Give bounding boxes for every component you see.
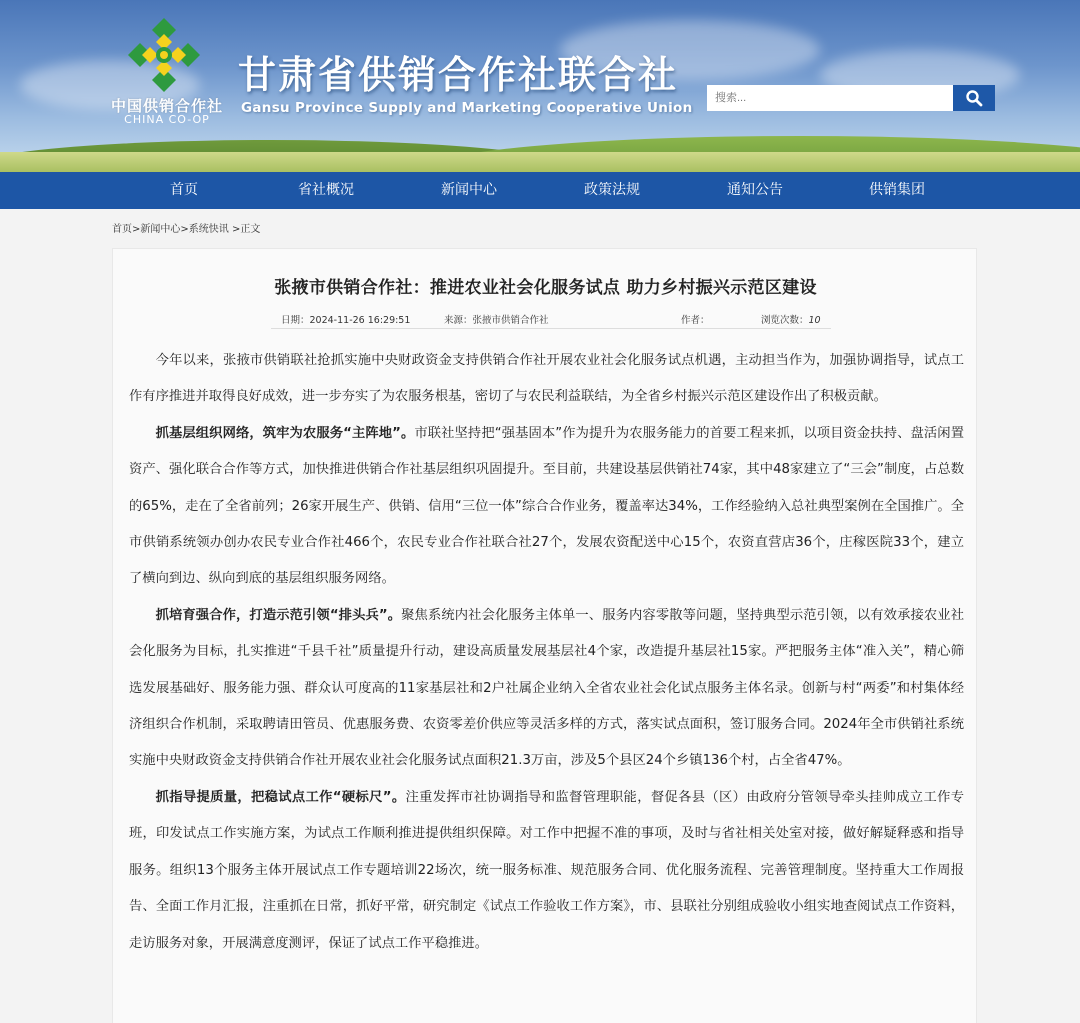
nav-item-overview[interactable]: 省社概况 [298,182,354,198]
site-subtitle: Gansu Province Supply and Marketing Cooperative Union [241,100,693,116]
breadcrumb-current: 正文 [240,224,261,235]
search-input[interactable] [707,85,953,111]
views-count: 10 [808,315,821,326]
article-date: 日期：2024-11-26 16:29:51 [281,315,411,326]
article-paragraph [129,416,964,598]
article-source: 来源：张掖市供销合作社 [444,315,549,326]
article-meta [271,305,831,329]
article-content [129,343,964,962]
article-paragraph [129,780,964,962]
paragraph-lead: 抓基层组织网络，筑牢为农服务“主阵地”。 [155,425,415,441]
breadcrumb-home[interactable]: 首页 [112,224,132,235]
article-author: 作者： [681,315,710,326]
breadcrumb-flash[interactable]: 系统快讯 [188,224,229,235]
paragraph-text: 聚焦系统内社会化服务主体单一、服务内容零散等问题，坚持典型示范引领，以有效承接农业社会化服务为目标，扎实推进“千县千社”质量提升行动，建设高质量发展基层社4个家，改造提升基层社15家。严把服务主体“准入关”，精心筛选发展基础好、服务能力强、群众认可度高的11家基层社和2户社属企业纳入全省农业社会化试点服务主体名录。创新与村“两委”和村集体经济组织合作机制，采取聘请田管员、优惠服务费、农资零差价供应等灵活多样的方式，落实试点面积，签订服务合同。2024年全市供销社系统实施中央财政资金支持供销合作社开展农业社会化服务试点面积21.3万亩，涉及5个县区24个乡镇136个村，占全省47%。 [129,607,965,769]
main-nav [0,172,1080,209]
nav-item-news[interactable]: 新闻中心 [441,182,497,198]
logo-chinese-text: 中国供销合作社 [110,97,223,115]
article-title: 张掖市供销合作社：推进农业社会化服务试点 助力乡村振兴示范区建设 [274,278,817,298]
breadcrumb-separator: > [231,224,241,235]
paragraph-text: 今年以来，张掖市供销联社抢抓实施中央财政资金支持供销合作社开展农业社会化服务试点机遇，主动担当作为，加强协调指导，试点工作有序推进并取得良好成效，进一步夯实了为农服务根基，密切了与农民利益联结，为全省乡村振兴示范区建设作出了积极贡献。 [129,353,964,405]
article-paragraph [129,598,964,780]
paragraph-lead: 抓指导提质量，把稳试点工作“硬标尺”。 [155,789,406,805]
site-title: 甘肃省供销合作社联合社 [238,53,679,97]
breadcrumb-separator: > [132,224,141,235]
paragraph-lead: 抓培育强合作，打造示范引领“排头兵”。 [155,607,402,623]
article-container [112,248,977,1023]
breadcrumb-separator: > [180,224,189,235]
logo-english-text: CHINA CO-OP [124,113,210,126]
nav-item-notices[interactable]: 通知公告 [727,182,783,198]
article-paragraph [129,343,964,416]
paragraph-text: 注重发挥市社协调指导和监督管理职能，督促各县（区）由政府分管领导牵头挂帅成立工作专班，印发试点工作实施方案，为试点工作顺利推进提供组织保障。对工作中把握不准的事项，及时与省社相关处室对接，做好解疑释惑和指导服务。组织13个服务主体开展试点工作专题培训22场次，统一服务标准、规范服务合同、优化服务流程、完善管理制度。坚持重大工作周报告、全面工作月汇报，注重抓在日常，抓好平常，研究制定《试点工作验收工作方案》，市、县联社分别组成验收小组实地查阅试点工作资料，走访服务对象，开展满意度测评，保证了试点工作平稳推进。 [129,789,964,951]
article-views [761,312,821,326]
search-icon [965,89,983,107]
search-button[interactable] [953,85,995,111]
breadcrumb [112,220,260,235]
paragraph-text: 市联社坚持把“强基固本”作为提升为农服务能力的首要工程来抓，以项目资金扶持、盘活闲置资产、强化联合合作等方式，加快推进供销合作社基层组织巩固提升。至目前，共建设基层供销社74家，其中48家建立了“三会”制度，占总数的65%，走在了全省前列；26家开展生产、供销、信用“三位一体”综合合作业务，覆盖率达34%，工作经验纳入总社典型案例在全国推广。全市供销系统领办创办农民专业合作社466个，农民专业合作社联合社27个，发展农资配送中心15个，农资直营店36个，庄稼医院33个，建立了横向到边、纵向到底的基层组织服务网络。 [129,425,964,587]
nav-item-policy[interactable]: 政策法规 [584,182,640,198]
china-coop-logo-icon[interactable] [124,16,204,94]
header-banner [0,0,1080,172]
views-label: 浏览次数： [761,315,809,326]
nav-item-group[interactable]: 供销集团 [869,182,925,198]
nav-item-home[interactable]: 首页 [170,182,198,198]
breadcrumb-news[interactable]: 新闻中心 [140,224,181,235]
